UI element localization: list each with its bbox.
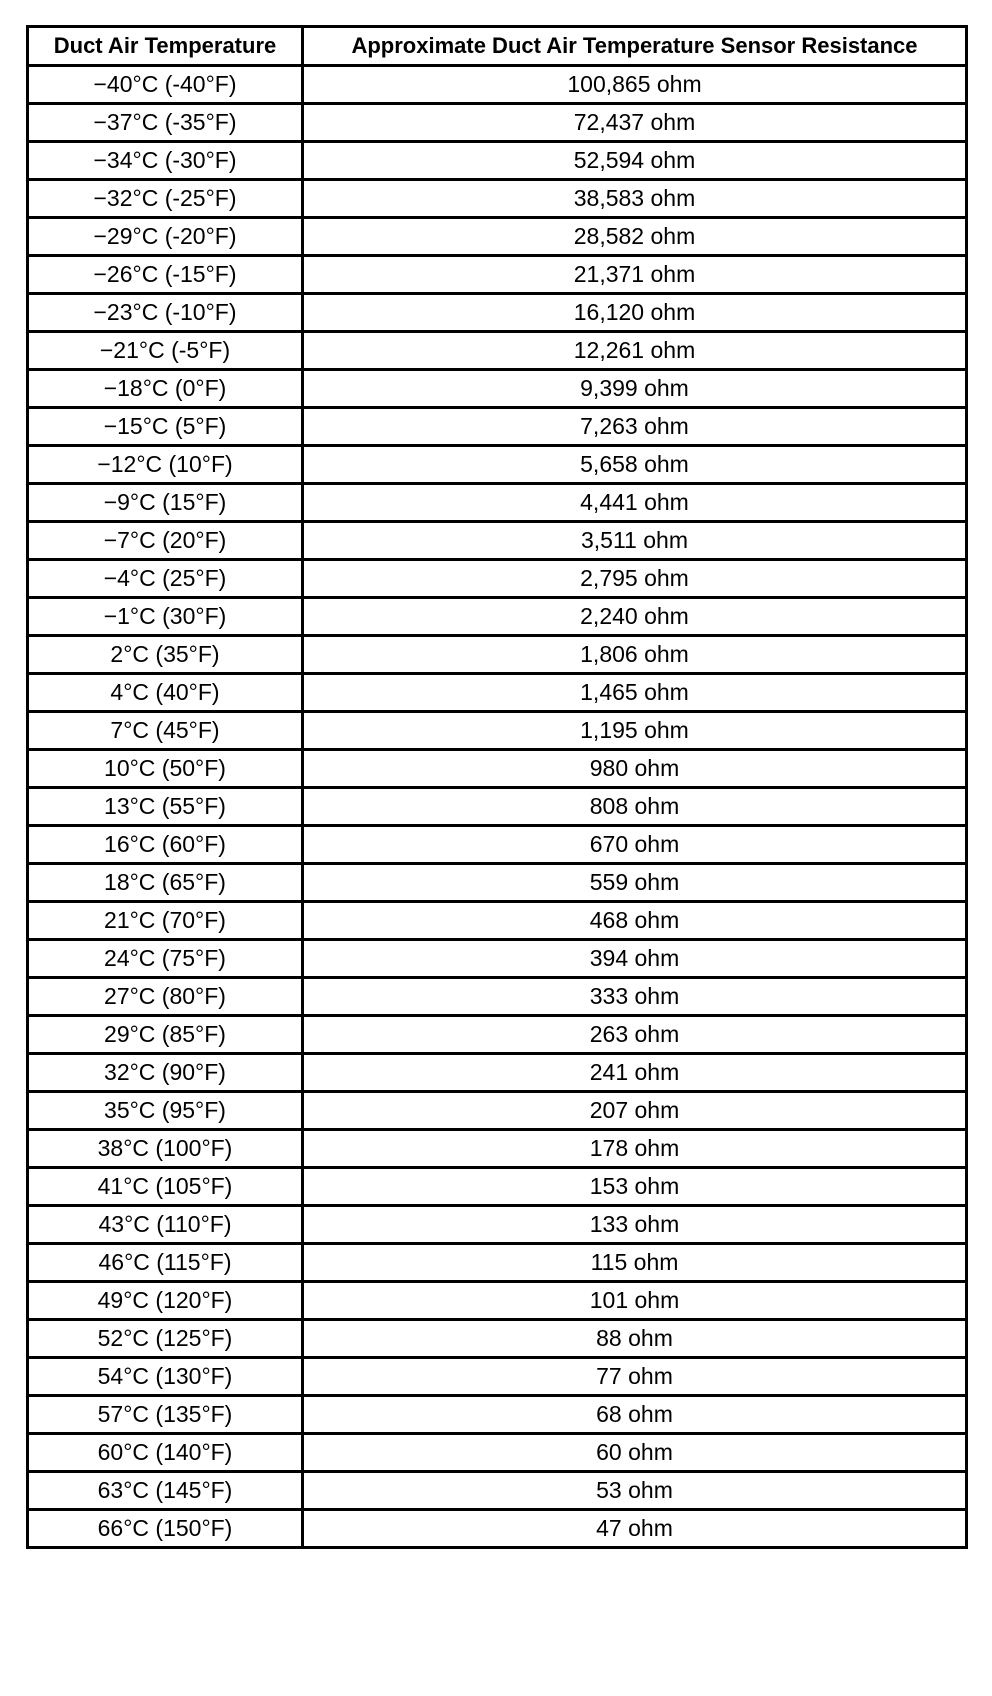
- temperature-cell: 57°C (135°F): [28, 1396, 303, 1434]
- table-row: [28, 332, 967, 370]
- table-row: [28, 294, 967, 332]
- table-row: [28, 1358, 967, 1396]
- temperature-cell: 2°C (35°F): [28, 636, 303, 674]
- temperature-cell: −9°C (15°F): [28, 484, 303, 522]
- table-row: [28, 1016, 967, 1054]
- resistance-cell: 1,195 ohm: [303, 712, 967, 750]
- resistance-cell: 16,120 ohm: [303, 294, 967, 332]
- temperature-cell: 46°C (115°F): [28, 1244, 303, 1282]
- table-row: [28, 1054, 967, 1092]
- table-row: [28, 256, 967, 294]
- temperature-cell: 13°C (55°F): [28, 788, 303, 826]
- table-row: [28, 1130, 967, 1168]
- table-row: [28, 1168, 967, 1206]
- temperature-cell: 35°C (95°F): [28, 1092, 303, 1130]
- resistance-cell: 101 ohm: [303, 1282, 967, 1320]
- resistance-cell: 2,240 ohm: [303, 598, 967, 636]
- temperature-cell: 29°C (85°F): [28, 1016, 303, 1054]
- temperature-cell: 43°C (110°F): [28, 1206, 303, 1244]
- resistance-cell: 21,371 ohm: [303, 256, 967, 294]
- resistance-cell: 5,658 ohm: [303, 446, 967, 484]
- table-row: [28, 1472, 967, 1510]
- table-row: [28, 674, 967, 712]
- table-row: [28, 560, 967, 598]
- table-row: [28, 446, 967, 484]
- temperature-cell: 7°C (45°F): [28, 712, 303, 750]
- temperature-cell: −12°C (10°F): [28, 446, 303, 484]
- resistance-cell: 670 ohm: [303, 826, 967, 864]
- resistance-cell: 4,441 ohm: [303, 484, 967, 522]
- table-row: [28, 1320, 967, 1358]
- resistance-cell: 77 ohm: [303, 1358, 967, 1396]
- table-row: [28, 522, 967, 560]
- table-row: [28, 1434, 967, 1472]
- temperature-cell: 63°C (145°F): [28, 1472, 303, 1510]
- resistance-cell: 53 ohm: [303, 1472, 967, 1510]
- table-row: [28, 370, 967, 408]
- temperature-cell: −26°C (-15°F): [28, 256, 303, 294]
- table-row: [28, 636, 967, 674]
- resistance-cell: 12,261 ohm: [303, 332, 967, 370]
- resistance-cell: 7,263 ohm: [303, 408, 967, 446]
- temperature-cell: −21°C (-5°F): [28, 332, 303, 370]
- resistance-cell: 178 ohm: [303, 1130, 967, 1168]
- table-row: [28, 104, 967, 142]
- temperature-cell: −34°C (-30°F): [28, 142, 303, 180]
- temperature-cell: −40°C (-40°F): [28, 66, 303, 104]
- temperature-cell: −29°C (-20°F): [28, 218, 303, 256]
- temperature-cell: 4°C (40°F): [28, 674, 303, 712]
- table-row: [28, 1510, 967, 1548]
- resistance-cell: 115 ohm: [303, 1244, 967, 1282]
- table-row: [28, 940, 967, 978]
- resistance-cell: 133 ohm: [303, 1206, 967, 1244]
- document-page: [26, 25, 965, 1549]
- resistance-cell: 980 ohm: [303, 750, 967, 788]
- table-row: [28, 902, 967, 940]
- temperature-cell: −32°C (-25°F): [28, 180, 303, 218]
- temperature-cell: 24°C (75°F): [28, 940, 303, 978]
- table-row: [28, 1282, 967, 1320]
- temperature-cell: 18°C (65°F): [28, 864, 303, 902]
- resistance-cell: 100,865 ohm: [303, 66, 967, 104]
- table-row: [28, 1206, 967, 1244]
- temperature-cell: −23°C (-10°F): [28, 294, 303, 332]
- table-row: [28, 826, 967, 864]
- temperature-cell: 41°C (105°F): [28, 1168, 303, 1206]
- resistance-cell: 72,437 ohm: [303, 104, 967, 142]
- temperature-cell: −18°C (0°F): [28, 370, 303, 408]
- temperature-cell: 49°C (120°F): [28, 1282, 303, 1320]
- resistance-cell: 263 ohm: [303, 1016, 967, 1054]
- resistance-cell: 394 ohm: [303, 940, 967, 978]
- table-row: [28, 66, 967, 104]
- resistance-cell: 1,465 ohm: [303, 674, 967, 712]
- table-row: [28, 1396, 967, 1434]
- resistance-cell: 3,511 ohm: [303, 522, 967, 560]
- table-row: [28, 180, 967, 218]
- resistance-cell: 207 ohm: [303, 1092, 967, 1130]
- table-row: [28, 484, 967, 522]
- table-row: [28, 978, 967, 1016]
- table-row: [28, 750, 967, 788]
- table-row: [28, 1244, 967, 1282]
- temperature-cell: 10°C (50°F): [28, 750, 303, 788]
- table-row: [28, 408, 967, 446]
- table-row: [28, 218, 967, 256]
- table-body: [28, 66, 967, 1548]
- table-row: [28, 1092, 967, 1130]
- resistance-cell: 9,399 ohm: [303, 370, 967, 408]
- resistance-cell: 559 ohm: [303, 864, 967, 902]
- temperature-cell: 60°C (140°F): [28, 1434, 303, 1472]
- resistance-cell: 1,806 ohm: [303, 636, 967, 674]
- resistance-cell: 38,583 ohm: [303, 180, 967, 218]
- resistance-cell: 68 ohm: [303, 1396, 967, 1434]
- resistance-cell: 2,795 ohm: [303, 560, 967, 598]
- table-row: [28, 712, 967, 750]
- resistance-cell: 88 ohm: [303, 1320, 967, 1358]
- resistance-cell: 153 ohm: [303, 1168, 967, 1206]
- temperature-cell: −1°C (30°F): [28, 598, 303, 636]
- temperature-cell: −4°C (25°F): [28, 560, 303, 598]
- resistance-cell: 241 ohm: [303, 1054, 967, 1092]
- resistance-cell: 28,582 ohm: [303, 218, 967, 256]
- resistance-table: [26, 25, 968, 1549]
- table-row: [28, 142, 967, 180]
- resistance-cell: 468 ohm: [303, 902, 967, 940]
- table-row: [28, 598, 967, 636]
- temperature-cell: 38°C (100°F): [28, 1130, 303, 1168]
- temperature-cell: −37°C (-35°F): [28, 104, 303, 142]
- temperature-cell: 54°C (130°F): [28, 1358, 303, 1396]
- resistance-cell: 60 ohm: [303, 1434, 967, 1472]
- temperature-cell: 66°C (150°F): [28, 1510, 303, 1548]
- resistance-cell: 47 ohm: [303, 1510, 967, 1548]
- header-duct-air-temperature: Duct Air Temperature: [28, 27, 303, 66]
- temperature-cell: 52°C (125°F): [28, 1320, 303, 1358]
- temperature-cell: −15°C (5°F): [28, 408, 303, 446]
- resistance-cell: 808 ohm: [303, 788, 967, 826]
- temperature-cell: 27°C (80°F): [28, 978, 303, 1016]
- resistance-cell: 52,594 ohm: [303, 142, 967, 180]
- table-row: [28, 864, 967, 902]
- temperature-cell: 32°C (90°F): [28, 1054, 303, 1092]
- resistance-cell: 333 ohm: [303, 978, 967, 1016]
- temperature-cell: 16°C (60°F): [28, 826, 303, 864]
- table-header-row: [28, 27, 967, 66]
- header-sensor-resistance: Approximate Duct Air Temperature Sensor Resistance: [303, 27, 967, 66]
- table-row: [28, 788, 967, 826]
- temperature-cell: −7°C (20°F): [28, 522, 303, 560]
- temperature-cell: 21°C (70°F): [28, 902, 303, 940]
